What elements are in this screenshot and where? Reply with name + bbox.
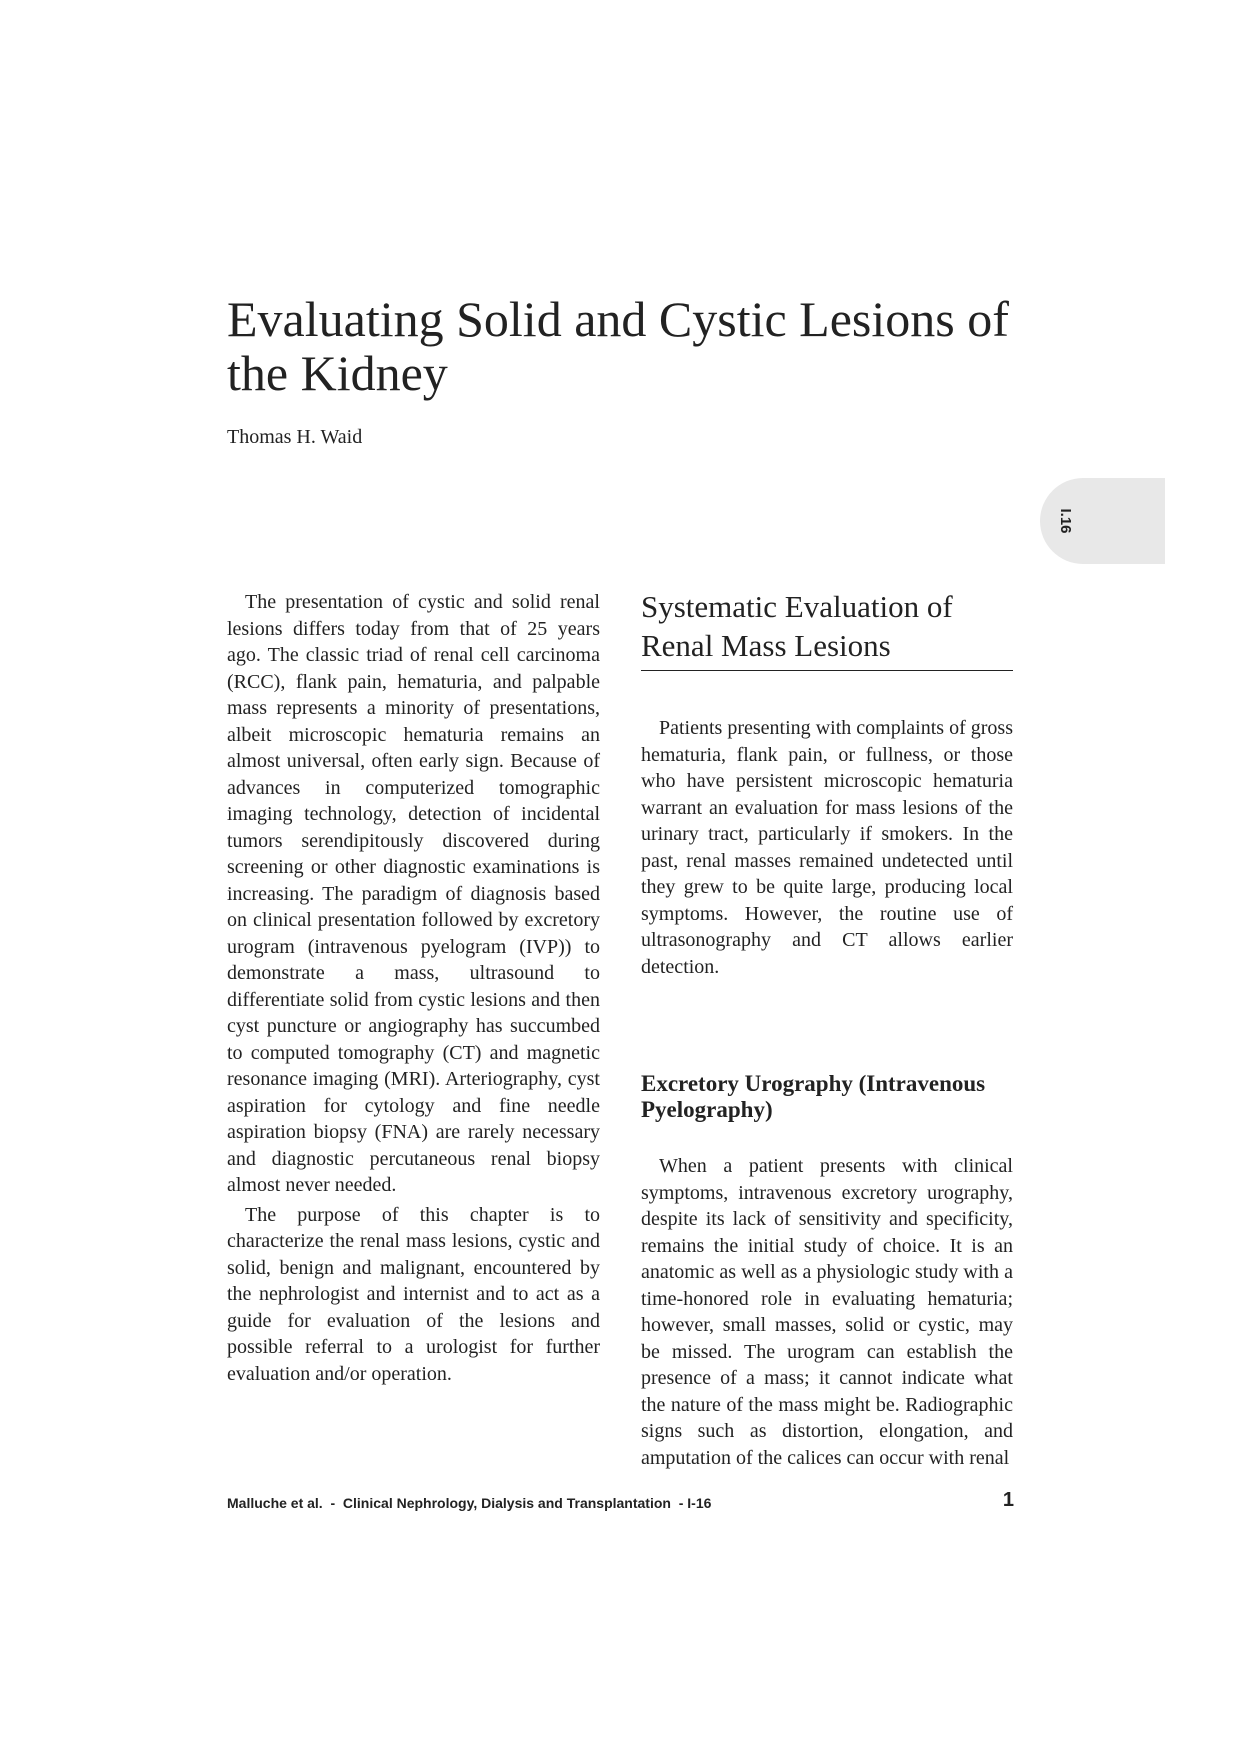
author-name: Thomas H. Waid xyxy=(227,426,363,448)
intro-column xyxy=(227,589,600,1387)
intro-paragraph: The presentation of cystic and solid renal lesions differs today from that of 25 years ago. The classic triad of renal cell carcinoma (RCC), flank pain, hematuria, and palpable mass represents a minority of presentations, albeit microscopic hematuria remains an almost universal, often early sign. Because of advances in computerized tomographic imaging technology, detection of incidental tumors serendipitously discovered during screening or other diagnostic examinations is increasing. The paradigm of diagnosis based on clinical presentation followed by excretory urogram (intravenous pyelogram (IVP)) to demonstrate a mass, ultrasound to differentiate solid from cystic lesions and then cyst puncture or angiography has succumbed to computed tomography (CT) and magnetic resonance imaging (MRI). Arteriography, cyst aspiration for cytology and fine needle aspiration biopsy (FNA) are rarely necessary and diagnostic percutaneous renal biopsy almost never needed. xyxy=(227,591,600,1196)
section-systematic-evaluation-body xyxy=(641,715,1013,980)
section-excretory-urography-body xyxy=(641,1153,1013,1473)
footer-citation: Malluche et al. - Clinical Nephrology, Dialysis and Transplantation - I-16 xyxy=(227,1495,712,1511)
page-number: 1 xyxy=(1002,1489,1014,1511)
section-heading-excretory-urography: Excretory Urography (Intravenous Pyelography) xyxy=(641,1071,986,1122)
body-paragraph: When a patient presents with clinical symptoms, intravenous excretory urography, despite its lack of sensitivity and specificity, remains the initial study of choice. It is an anatomic as well as a physiologic study with a time-honored role in evaluating hematuria; however, small masses, solid or cystic, may be missed. The urogram can establish the presence of a mass; it cannot indicate what the nature of the mass might be. Radiographic signs such as distortion, elongation, and amputation of the calices can occur with renal xyxy=(641,1155,1013,1469)
body-paragraph: Patients presenting with complaints of gross hematuria, flank pain, or fullness, or those who have persistent microscopic hematuria warrant an evaluation for mass lesions of the urinary tract, particularly if smokers. In the past, renal masses remained undetected until they grew to be quite large, producing local symptoms. However, the routine use of ultrasonography and CT allows earlier detection. xyxy=(641,717,1013,978)
intro-paragraph: The purpose of this chapter is to characterize the renal mass lesions, cystic and solid, benign and malignant, encountered by the nephrologist and internist and to act as a guide for evaluation of the lesions and possible referral to a urologist for further evaluation and/or operation. xyxy=(227,1203,600,1385)
section-tab-label: I.16 xyxy=(1057,508,1075,534)
chapter-title: Evaluating Solid and Cystic Lesions of the Kidney xyxy=(227,291,1009,401)
section-heading-rule xyxy=(641,670,1013,671)
section-heading-systematic-evaluation: Systematic Evaluation of Renal Mass Lesions xyxy=(641,589,953,663)
